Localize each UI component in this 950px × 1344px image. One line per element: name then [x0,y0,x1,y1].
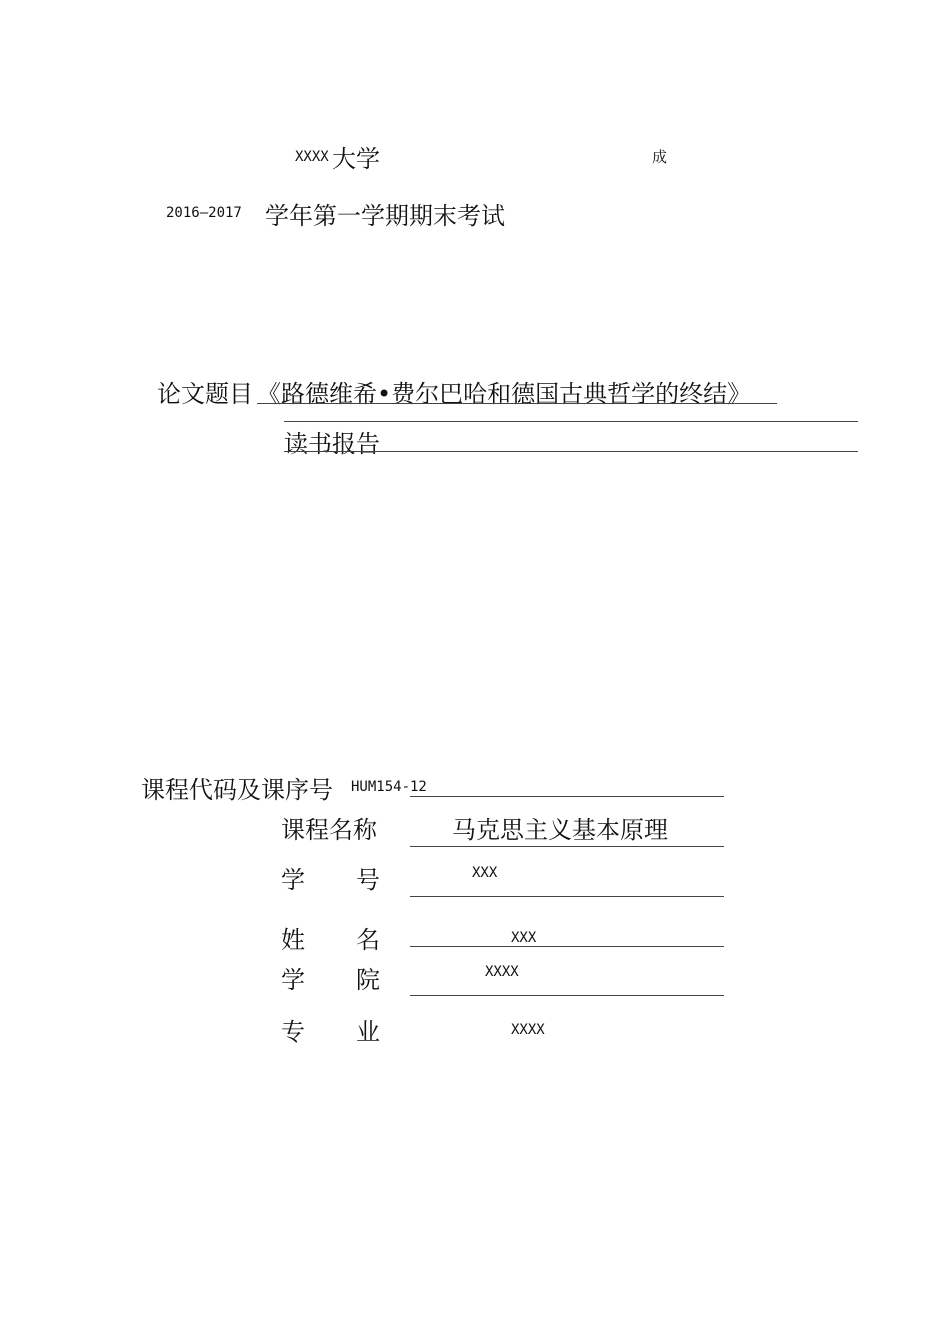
course-code-rule [410,796,724,797]
major-label-b: 业 [356,1018,380,1046]
student-id-underline [410,896,724,897]
student-id-label-b: 号 [356,866,380,894]
thesis-label: 论文题目 [157,380,253,408]
course-name-value: 马克思主义基本原理 [452,816,668,844]
stamp-text: 成 [652,148,668,166]
major-value: XXXX [511,1022,545,1038]
thesis-title-line2: 读书报告 [284,430,380,458]
thesis-underline-1 [257,403,777,404]
name-value: XXX [511,930,537,946]
university-suffix: 大学 [332,145,380,173]
thesis-underline-2 [284,451,858,452]
exam-title: 学年第一学期期末考试 [265,202,505,230]
name-underline [410,946,724,947]
course-name-underline [410,846,724,847]
thesis-rule [284,421,858,422]
name-label-a: 姓 [281,926,305,954]
thesis-title-line1: 《路德维希•费尔巴哈和德国古典哲学的终结》 [257,380,752,408]
university-code: XXXX [295,149,329,165]
student-id-value: XXX [472,865,498,881]
college-underline [410,995,724,996]
college-value: XXXX [485,964,519,980]
year-range: 2016—2017 [166,205,242,221]
course-name-label: 课程名称 [281,816,377,844]
college-label-b: 院 [356,966,380,994]
course-code-label: 课程代码及课序号 [141,776,333,804]
student-id-label-a: 学 [281,866,305,894]
college-label-a: 学 [281,966,305,994]
name-label-b: 名 [356,926,380,954]
major-label-a: 专 [281,1018,305,1046]
course-code-value: HUM154-12 [351,779,427,795]
